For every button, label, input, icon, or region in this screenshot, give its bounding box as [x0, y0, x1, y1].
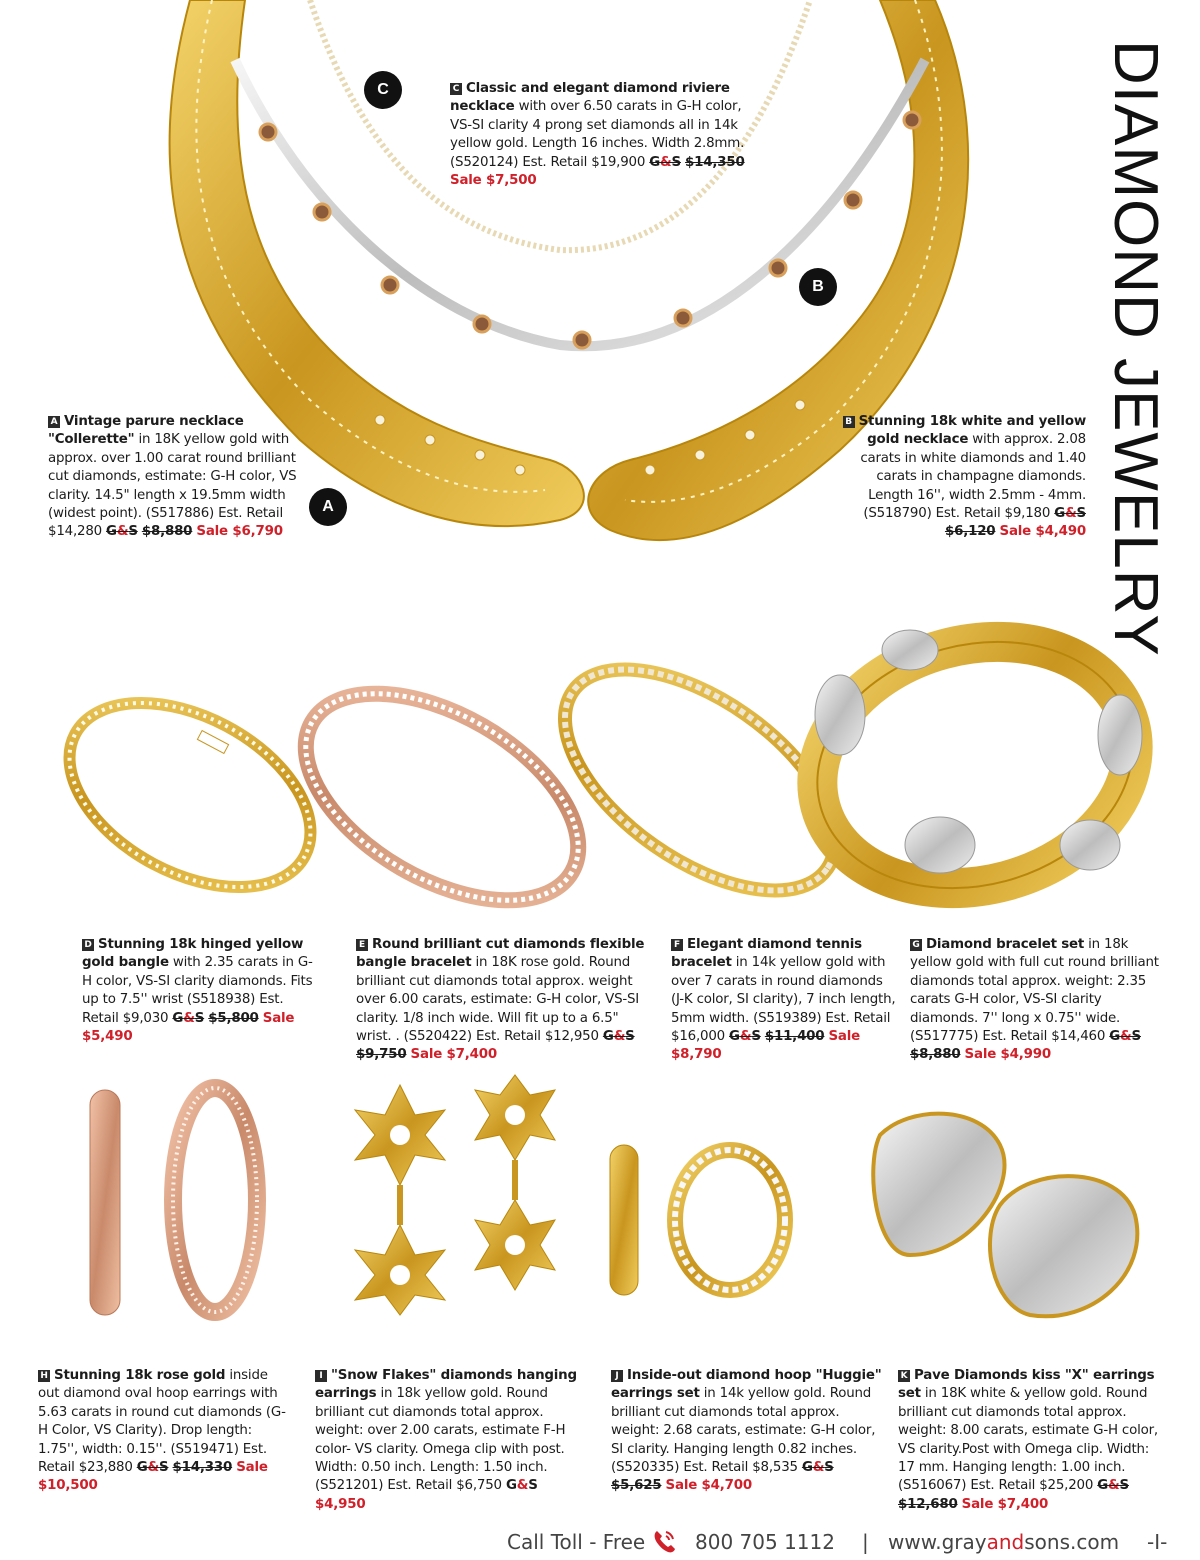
badge-a: A [309, 488, 347, 526]
item-j-description [611, 1367, 883, 1496]
item-h-description [38, 1367, 286, 1496]
footer [500, 1530, 1190, 1560]
item-i-sale: $4,950 [315, 1496, 366, 1512]
footer-separator: | [862, 1530, 869, 1554]
item-a-sale: Sale $6,790 [196, 524, 283, 540]
item-h-title: Stunning 18k rose gold [54, 1368, 226, 1383]
item-c-desc: with over 6.50 carats in G-H color, VS-SI clarity 4 prong set diamonds all in 14k yellow gold. Length 16 inches. Width 2.8mm. (S520124) Est. Retail $19,900 [450, 99, 745, 170]
item-i-desc: in 18k yellow gold. Round brilliant cut diamonds total approx. weight: over 2.00 carats, estimate F-H color- VS clarity. Omega clip with post. Width: 0.50 inch. Length: 1.50 inch. (S521201) Est. Retail $6,750 [315, 1386, 566, 1494]
item-f-description [671, 936, 896, 1065]
item-g-gs-price: $8,880 [910, 1047, 961, 1063]
url-and: and [986, 1530, 1025, 1554]
item-c-description [450, 80, 750, 190]
item-j-desc: in 14k yellow gold. Round brilliant cut diamonds total approx. weight: 2.68 carats, estimate: G-H color, SI clarity. Hanging length 0.82 inches. (S520335) Est. Retail $8,535 [611, 1386, 876, 1476]
item-g-gs-label: G&S [1109, 1029, 1141, 1045]
item-d-gs-label: G&S [172, 1010, 205, 1026]
footer-call-label: Call Toll - Free [507, 1530, 646, 1554]
item-h-gs-price: $14,330 [172, 1460, 233, 1476]
badge-b: B [799, 268, 837, 306]
earrings-j-image [605, 1135, 805, 1305]
item-g-letter: G [910, 939, 922, 951]
item-e-sale: Sale $7,400 [410, 1047, 498, 1063]
item-h-sale: Sale $10,500 [38, 1460, 268, 1494]
page-number: -I- [1147, 1530, 1168, 1554]
item-b-description [840, 413, 1086, 542]
item-k-gs-price: $12,680 [898, 1496, 958, 1512]
item-b-desc: with approx. 2.08 carats in white diamonds and 1.40 carats in champagne diamonds. Length 16'', width 2.5mm - 4mm. (S518790) Est. Retail $9,180 [860, 432, 1086, 522]
url-prefix: www.gray [888, 1530, 987, 1554]
item-e-title: Round brilliant cut diamonds flexible bangle bracelet [356, 937, 645, 971]
item-e-gs-label: G&S [602, 1029, 635, 1045]
item-h-desc: inside out diamond oval hoop earrings with 5.63 carats in round cut diamonds (G-H Color, VS Clarity). Drop length: 1.75'', width: 0.15''. (S519471) Est. Retail $23,880 [38, 1368, 286, 1476]
item-j-gs-label: G&S [801, 1460, 834, 1476]
item-i-letter: I [315, 1370, 327, 1382]
item-j-title: Inside-out diamond hoop "Huggie" earrings set [611, 1368, 882, 1402]
item-f-letter: F [671, 939, 683, 951]
earrings-h-image [70, 1080, 270, 1330]
earrings-i-image [325, 1075, 565, 1315]
item-f-gs-label: G&S [729, 1029, 761, 1045]
item-b-gs-price: $6,120 [944, 524, 996, 540]
item-c-title: Classic and elegant diamond riviere necklace [450, 81, 730, 115]
item-a-desc: in 18K yellow gold with approx. over 1.00 carat round brilliant cut diamonds, estimate: G-H color, VS clarity. 14.5" length x 19.5mm width (widest point). (S517886) Est. Retail $14,280 [48, 432, 297, 540]
item-k-gs-label: G&S [1097, 1478, 1129, 1494]
item-g-title: Diamond bracelet set [926, 937, 1085, 952]
item-b-sale: Sale $4,490 [999, 524, 1086, 540]
item-b-title: Stunning 18k white and yellow gold necklace [858, 414, 1086, 448]
item-g-description [910, 936, 1170, 1065]
item-f-gs-price: $11,400 [764, 1029, 825, 1045]
item-g-desc: in 18k yellow gold with full cut round brilliant diamonds total approx. weight: 2.35 carats G-H color, VS-SI clarity diamonds. 7'' long x 0.75'' wide. (S517775) Est. Retail $14,460 [910, 937, 1159, 1045]
item-j-sale: Sale $4,700 [665, 1478, 753, 1494]
item-i-title: "Snow Flakes" diamonds hanging earrings [315, 1368, 577, 1402]
item-b-letter: B [843, 416, 855, 428]
item-d-desc: with 2.35 carats in G-H color, VS-SI clarity diamonds. Fits up to 7.5'' wrist (S518938) Est. Retail $9,030 [82, 955, 313, 1026]
section-title: DIAMOND JEWELRY [1101, 40, 1170, 657]
item-e-description [356, 936, 648, 1065]
item-j-gs-price: $5,625 [611, 1478, 662, 1494]
item-d-letter: D [82, 939, 94, 951]
footer-website-link[interactable] [888, 1530, 1119, 1554]
item-k-description [898, 1367, 1168, 1514]
footer-phone[interactable]: 800 705 1112 [695, 1530, 835, 1554]
item-a-description [48, 413, 313, 542]
item-i-description [315, 1367, 587, 1514]
phone-icon [650, 1527, 678, 1560]
item-a-gs-label: G&S [106, 524, 138, 540]
item-h-gs-label: G&S [136, 1460, 169, 1476]
url-suffix: sons.com [1024, 1530, 1120, 1554]
item-g-sale: Sale $4,990 [964, 1047, 1052, 1063]
item-j-letter: J [611, 1370, 623, 1382]
item-e-desc: in 18K rose gold. Round brilliant cut diamonds total approx. weight over 6.00 carats, estimate: G-H color, VS-SI clarity. 1/8 inch wide. Will fit up to a 6.5" wrist. . (S520422) Est. Retail $12,950 [356, 955, 640, 1045]
item-c-letter: C [450, 83, 462, 95]
item-c-gs-price: $14,350 [685, 154, 745, 170]
item-h-letter: H [38, 1370, 50, 1382]
item-b-gs-label: G&S [1054, 506, 1086, 522]
item-d-gs-price: $5,800 [208, 1010, 259, 1026]
item-e-letter: E [356, 939, 368, 951]
item-i-gs-label: G&S [505, 1478, 538, 1494]
item-e-gs-price: $9,750 [356, 1047, 407, 1063]
earrings-k-image [870, 1105, 1150, 1330]
item-f-title: Elegant diamond tennis bracelet [671, 937, 862, 971]
item-d-title: Stunning 18k hinged yellow gold bangle [82, 937, 304, 971]
item-k-letter: K [898, 1370, 910, 1382]
item-d-description [82, 936, 322, 1046]
badge-c: C [364, 71, 402, 109]
item-k-title: Pave Diamonds kiss "X" earrings set [898, 1368, 1155, 1402]
item-c-gs-label: G&S [649, 154, 681, 170]
item-c-sale: Sale $7,500 [450, 173, 537, 189]
item-a-letter: A [48, 416, 60, 428]
item-f-desc: in 14k yellow gold with over 7 carats in round diamonds (J-K color, SI clarity), 7 inch length, 5mm width. (S519389) Est. Retail $16,000 [671, 955, 896, 1045]
item-a-title: Vintage parure necklace "Collerette" [48, 414, 244, 448]
item-f-sale: Sale $8,790 [671, 1029, 861, 1063]
item-k-sale: Sale $7,400 [961, 1496, 1049, 1512]
bracelet-g-image [790, 615, 1165, 915]
item-k-desc: in 18K white & yellow gold. Round brilliant cut diamonds total approx. weight: 8.00 carats, estimate G-H color, VS clarity.Post with Omega clip. Width: 17 mm. Hanging length: 1.00 inch. (S516067) Est. Retail $25,200 [898, 1386, 1158, 1494]
item-d-sale: Sale $5,490 [82, 1010, 295, 1045]
item-a-gs-price: $8,880 [141, 524, 193, 540]
